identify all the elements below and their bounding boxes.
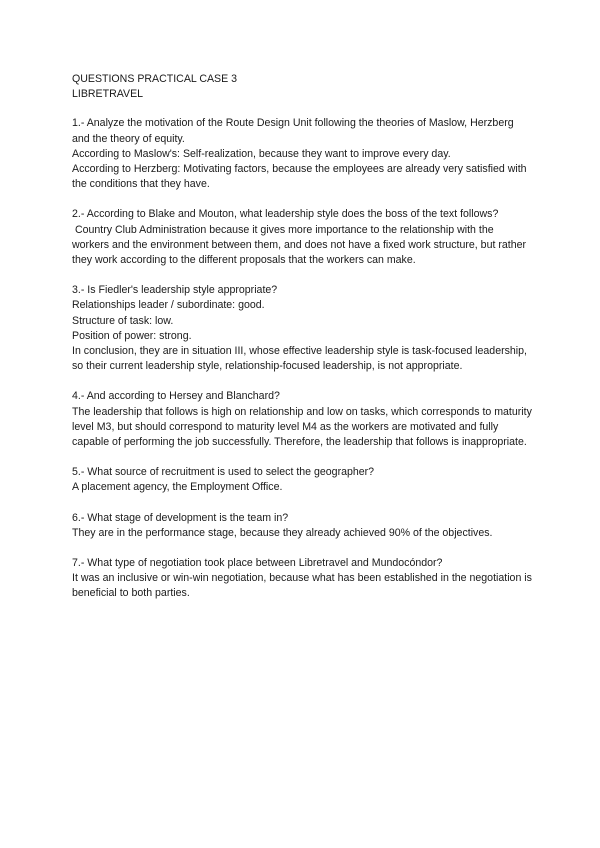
question-text: 1.- Analyze the motivation of the Route Design Unit following the theories of Maslow, Herzberg and the theory of equity.	[72, 117, 514, 145]
question-text: 3.- Is Fiedler's leadership style appropriate?	[72, 284, 278, 297]
answer-text: According to Herzberg: Motivating factors, because the employees are already very satisfied with the conditions that they have.	[72, 163, 527, 191]
question-block-5	[72, 465, 532, 495]
question-block-7	[72, 556, 532, 602]
answer-text: Relationships leader / subordinate: good.	[72, 299, 265, 312]
answer-text: A placement agency, the Employment Office.	[72, 481, 283, 494]
answer-text: Country Club Administration because it gives more importance to the relationship with the workers and the environment between them, and does not have a fixed work structure, but rather they work according to the different proposals that the workers can make.	[72, 223, 529, 267]
answer-text: They are in the performance stage, because they already achieved 90% of the objectives.	[72, 526, 493, 539]
answer-text: Structure of task: low.	[72, 314, 174, 327]
answer-text: According to Maslow's: Self-realization, because they want to improve every day.	[72, 147, 451, 160]
question-text: 7.- What type of negotiation took place between Libretravel and Mundocóndor?	[72, 557, 443, 570]
document-title: QUESTIONS PRACTICAL CASE 3	[72, 73, 238, 85]
answer-text: The leadership that follows is high on relationship and low on tasks, which corresponds to maturity level M3, but should correspond to maturity level M4 as the workers are motivated and fully capable of performing the job successfully. Therefore, the leadership that follows is inappropriate.	[72, 405, 532, 449]
question-block-3	[72, 283, 532, 374]
question-text: 5.- What source of recruitment is used to select the geographer?	[72, 466, 375, 479]
question-block-4	[72, 389, 532, 450]
answer-text: Position of power: strong.	[72, 329, 192, 342]
question-block-1	[72, 116, 532, 192]
question-text: 4.- And according to Hersey and Blanchard?	[72, 390, 280, 403]
question-block-2	[72, 207, 532, 268]
document-page	[72, 72, 532, 602]
question-block-6	[72, 511, 532, 541]
question-text: 6.- What stage of development is the team in?	[72, 511, 289, 524]
document-subtitle: LIBRETRAVEL	[72, 88, 144, 101]
document-header	[72, 72, 532, 102]
answer-text: It was an inclusive or win-win negotiation, because what has been established in the negotiation is beneficial to both parties.	[72, 572, 532, 600]
question-text: 2.- According to Blake and Mouton, what leadership style does the boss of the text follows?	[72, 208, 499, 221]
answer-text: In conclusion, they are in situation III, whose effective leadership style is task-focused leadership, so their current leadership style, relationship-focused leadership, is not appropriate.	[72, 345, 527, 373]
